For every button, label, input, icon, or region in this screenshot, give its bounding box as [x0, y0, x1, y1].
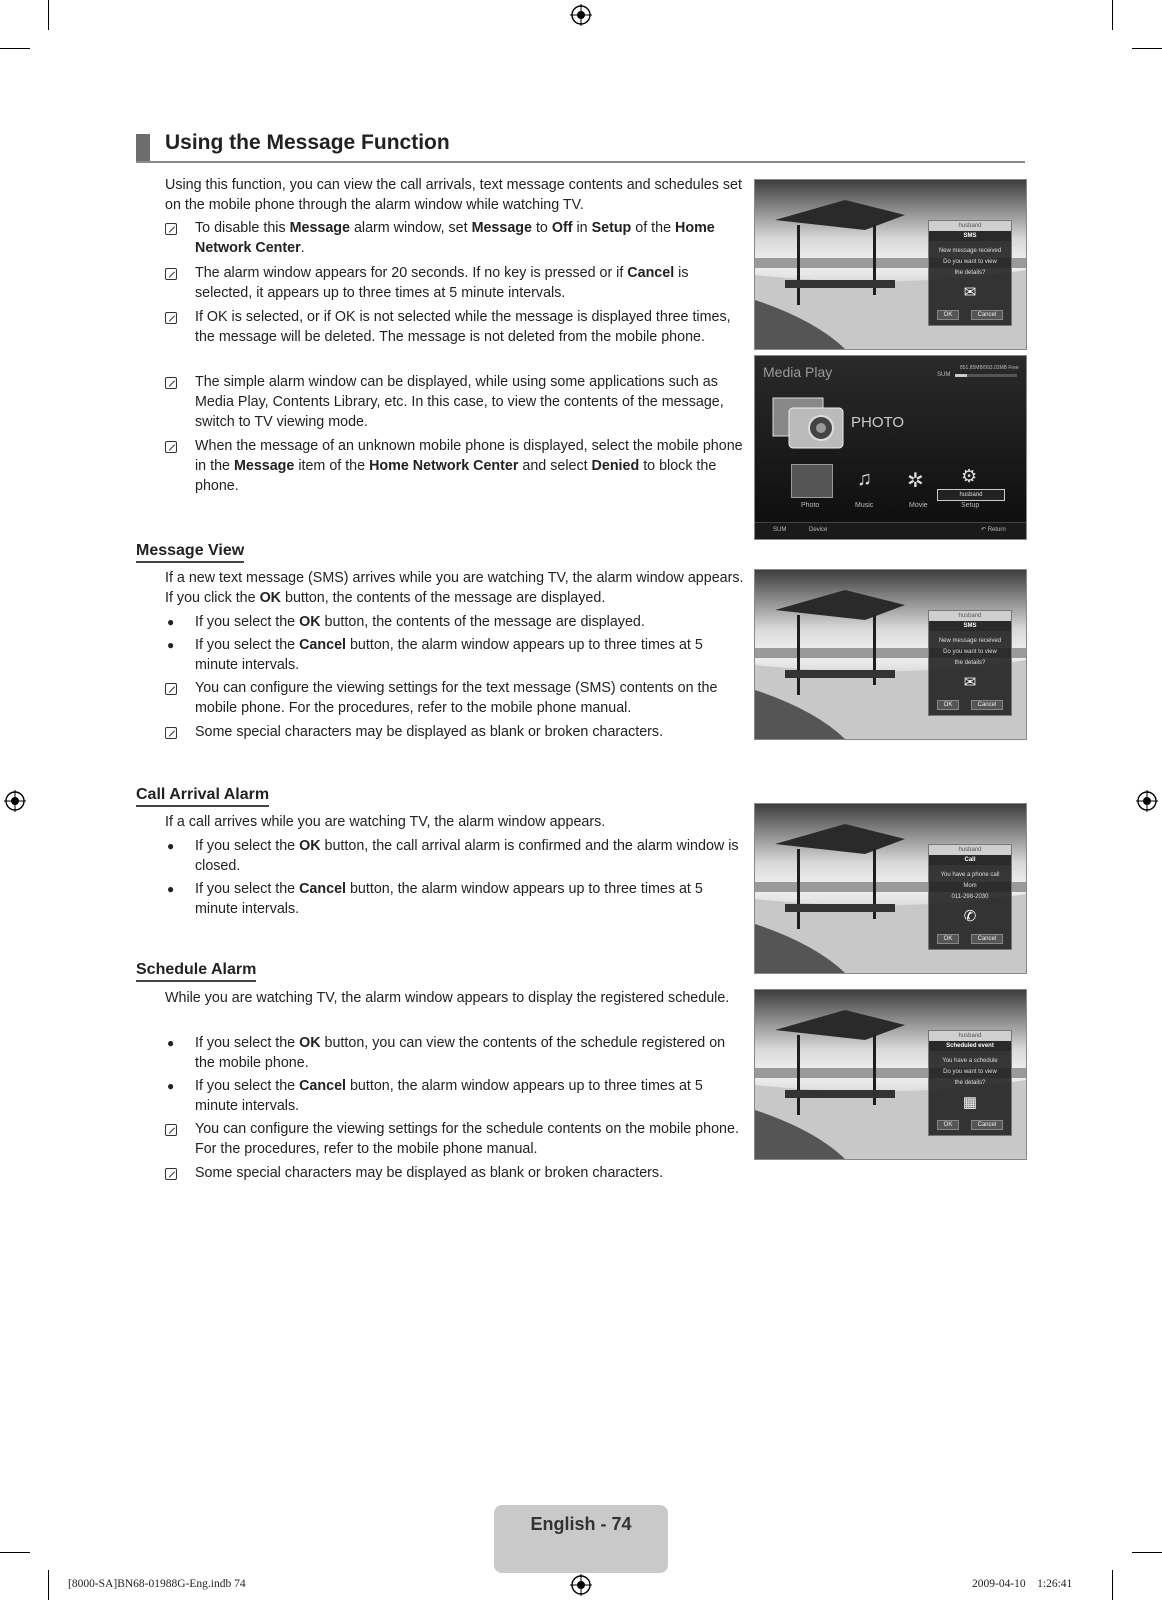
device-label: SUM: [937, 372, 951, 378]
intro-note-5: When the message of an unknown mobile phone is displayed, select the mobile phone in the Message item of the Home Network Center and select Denied to block the phone.: [165, 436, 745, 496]
cancel-button[interactable]: Cancel: [971, 310, 1004, 320]
ok-button[interactable]: OK: [937, 1120, 960, 1130]
alarm-window: husband SMS New message received Do you want to view the details? ✉ OK Cancel: [928, 610, 1012, 716]
screenshot-call-alarm: [754, 803, 1027, 974]
registration-mark-icon: [570, 4, 592, 26]
screenshot-sms-alarm: [754, 179, 1027, 350]
message-view-bullet-2: ● If you select the Cancel button, the alarm window appears up to three times at 5 minute intervals.: [167, 637, 703, 673]
message-view-note-2: Some special characters may be displayed as blank or broken characters.: [165, 722, 745, 742]
heading-call-arrival-alarm: Call Arrival Alarm: [136, 786, 269, 807]
screenshot-sms-alarm-2: [754, 569, 1027, 740]
note-icon: [165, 377, 177, 389]
footer-return[interactable]: ↶ Return: [981, 527, 1006, 533]
ok-button[interactable]: OK: [937, 700, 960, 710]
alarm-window: husband SMS New message received Do you want to view the details? ✉ OK Cancel: [928, 220, 1012, 326]
note-icon: [165, 268, 177, 280]
note-icon: [165, 441, 177, 453]
message-view-bullet-1: ● If you select the OK button, the contents of the message are displayed.: [167, 614, 645, 630]
screenshot-media-play: [754, 355, 1027, 540]
registration-mark-icon: [4, 790, 26, 812]
crop-mark: [1132, 48, 1162, 49]
note-icon: [165, 223, 177, 235]
calendar-icon: ▦: [962, 1094, 978, 1111]
music-note-icon[interactable]: ♫: [857, 468, 872, 490]
schedule-alarm-note-1: You can configure the viewing settings for the schedule contents on the mobile phone. For the procedures, refer to the mobile phone manual.: [165, 1119, 745, 1159]
print-slug-right: 2009-04-10 1:26:41: [972, 1578, 1073, 1590]
media-play-title: Media Play: [763, 364, 833, 380]
title-bar-accent: [136, 134, 150, 162]
call-alarm-bullet-1: ● If you select the OK button, the call arrival alarm is confirmed and the alarm window is closed.: [167, 838, 739, 874]
film-reel-icon[interactable]: ✲: [907, 470, 924, 492]
crop-mark: [0, 48, 30, 49]
storage-label: 851.85MB/993.02MB Free: [960, 365, 1019, 371]
note-icon: [165, 1124, 177, 1136]
title-rule: [136, 161, 1025, 163]
heading-schedule-alarm: Schedule Alarm: [136, 961, 256, 982]
alarm-window: husband Scheduled event You have a schedule Do you want to view the details? ▦ OK Cancel: [928, 1030, 1012, 1136]
note-icon: [165, 312, 177, 324]
note-icon: [165, 1168, 177, 1180]
intro-note-2: The alarm window appears for 20 seconds. If no key is pressed or if Cancel is selected, it appears up to three times at 5 minute intervals.: [165, 263, 745, 303]
heading-message-view: Message View: [136, 542, 244, 563]
call-alarm-bullet-2: ● If you select the Cancel button, the alarm window appears up to three times at 5 minute intervals.: [167, 881, 703, 917]
note-icon: [165, 727, 177, 739]
simple-alarm-popup[interactable]: husband: [937, 489, 1005, 501]
crop-mark: [48, 0, 49, 30]
page-title: Using the Message Function: [165, 131, 450, 154]
section-label: PHOTO: [851, 414, 905, 431]
call-alarm-text: If a call arrives while you are watching TV, the alarm window appears.: [165, 814, 606, 830]
crop-mark: [1112, 0, 1113, 30]
cancel-button[interactable]: Cancel: [971, 1120, 1004, 1130]
tab-movie[interactable]: Movie: [909, 502, 928, 509]
ok-button[interactable]: OK: [937, 934, 960, 944]
intro-text: Using this function, you can view the call arrivals, text message contents and schedules set on the mobile phone through the alarm window while watching TV.: [165, 177, 742, 213]
intro-note-1: To disable this Message alarm window, set Message to Off in Setup of the Home Network Center.: [165, 218, 745, 258]
page-number-tab: [494, 1505, 668, 1573]
envelope-icon: ✉: [963, 284, 977, 301]
tab-setup[interactable]: Setup: [961, 502, 980, 509]
schedule-alarm-bullet-1: ● If you select the OK button, you can view the contents of the schedule registered on the mobile phone.: [167, 1035, 726, 1071]
registration-mark-icon: [1136, 790, 1158, 812]
ok-button[interactable]: OK: [937, 310, 960, 320]
phone-icon: ✆: [963, 908, 977, 925]
schedule-alarm-bullet-2: ● If you select the Cancel button, the alarm window appears up to three times at 5 minute intervals.: [167, 1078, 703, 1114]
photo-tab-icon[interactable]: [791, 464, 833, 498]
storage-bar: [955, 374, 1017, 377]
note-icon: [165, 683, 177, 695]
crop-mark: [1132, 1552, 1162, 1553]
return-arrow-icon: ↶: [981, 527, 987, 533]
crop-mark: [1112, 1570, 1113, 1600]
intro-note-3: If OK is selected, or if OK is not selected while the message is displayed three times, the message will be deleted. The message is not deleted from the mobile phone.: [165, 307, 745, 347]
cancel-button[interactable]: Cancel: [971, 700, 1004, 710]
registration-mark-icon: [570, 1574, 592, 1596]
tab-music[interactable]: Music: [855, 502, 874, 509]
message-view-note-1: You can configure the viewing settings for the text message (SMS) contents on the mobile phone. For the procedures, refer to the mobile phone manual.: [165, 678, 745, 718]
message-view-text: If a new text message (SMS) arrives while you are watching TV, the alarm window appears. If you click the OK button, the contents of the message are displayed.: [165, 570, 744, 606]
cancel-button[interactable]: Cancel: [971, 934, 1004, 944]
alarm-window: husband Call You have a phone call Mom 011-298-2030 ✆ OK Cancel: [928, 844, 1012, 950]
page-number: English - 74: [530, 1514, 632, 1534]
screenshot-schedule-alarm: [754, 989, 1027, 1160]
crop-mark: [0, 1552, 30, 1553]
footer-device-label[interactable]: Device: [809, 527, 828, 533]
camera-photo-icon: [769, 394, 847, 452]
intro-note-4: The simple alarm window can be displayed, while using some applications such as Media Play, Contents Library, etc. In this case, to view the contents of the message, switch to TV viewing mode.: [165, 372, 745, 432]
gear-icon[interactable]: ⚙: [961, 466, 978, 486]
envelope-icon: ✉: [963, 674, 977, 691]
schedule-alarm-text: While you are watching TV, the alarm window appears to display the registered schedule.: [165, 990, 730, 1006]
footer-sum-label: SUM: [773, 527, 787, 533]
tab-photo[interactable]: Photo: [801, 502, 820, 509]
schedule-alarm-note-2: Some special characters may be displayed as blank or broken characters.: [165, 1163, 745, 1183]
crop-mark: [48, 1570, 49, 1600]
print-slug-left: [8000-SA]BN68-01988G-Eng.indb 74: [68, 1578, 246, 1590]
